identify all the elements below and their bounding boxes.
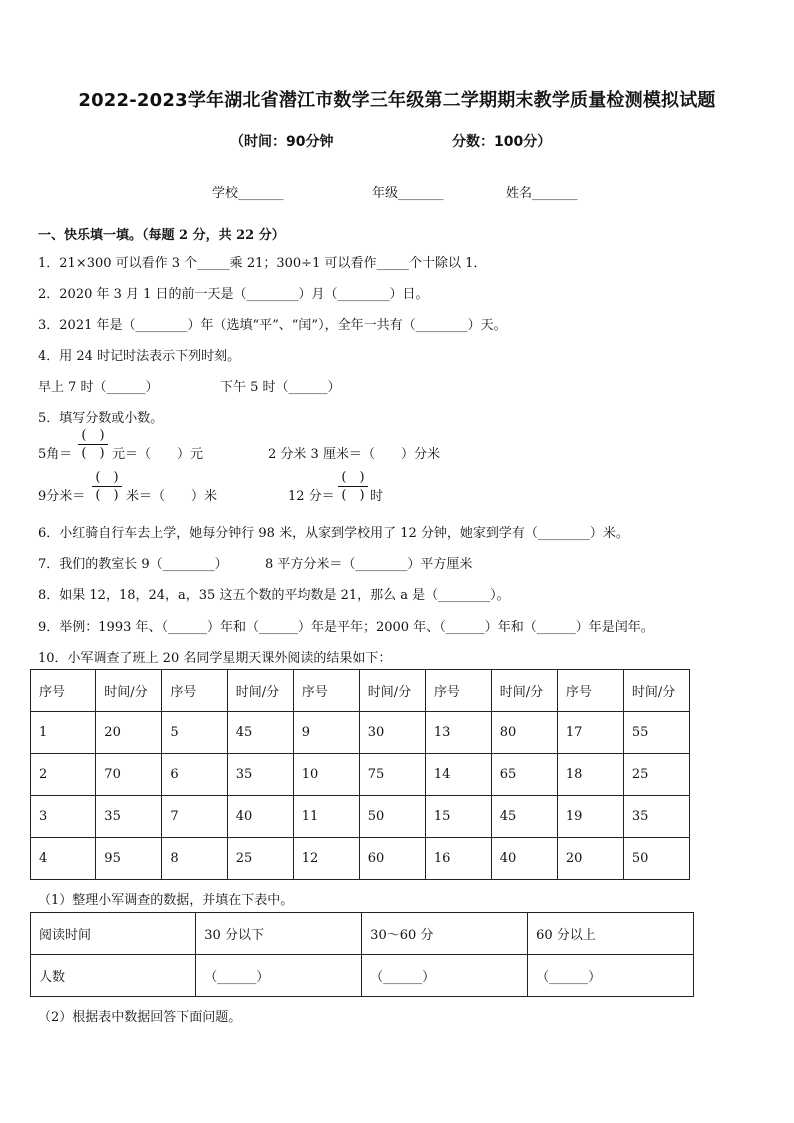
question-7b: 8 平方分米＝（________）平方厘米: [265, 557, 473, 572]
table-row: [31, 712, 690, 754]
summary-table: [30, 912, 694, 997]
q5d-suffix: 时: [370, 489, 384, 504]
question-4: 4．用 24 时记时法表示下列时刻。: [38, 349, 241, 364]
table-cell: 80: [491, 712, 557, 754]
table-cell: 65: [491, 754, 557, 796]
table-cell: 9: [293, 712, 359, 754]
q5d-fraction: [336, 469, 370, 504]
table-cell: 1: [31, 712, 96, 754]
table-header-cell: 序号: [557, 670, 623, 712]
table-row: [31, 955, 694, 997]
table-header-cell: 30～60 分: [362, 913, 528, 955]
table-header-cell: 时间/分: [96, 670, 162, 712]
table-header-row: [31, 670, 690, 712]
table-cell: 18: [557, 754, 623, 796]
q5d-prefix: 12 分＝: [288, 489, 335, 504]
table-cell: （______）: [196, 955, 362, 997]
table-cell: 25: [227, 838, 293, 880]
q5c-prefix: 9分米＝: [38, 489, 86, 504]
table-cell: 35: [227, 754, 293, 796]
q5a-prefix: 5角＝: [38, 447, 73, 462]
q5a-fraction: [76, 427, 110, 462]
table-header-cell: 时间/分: [491, 670, 557, 712]
q5c-fraction: [90, 469, 124, 504]
table-cell: 40: [227, 796, 293, 838]
sub-question-1: （1）整理小军调查的数据，并填在下表中。: [38, 893, 294, 908]
fraction-denominator: ( ): [95, 488, 119, 503]
table-cell: 75: [359, 754, 425, 796]
table-row: [31, 754, 690, 796]
table-cell: 17: [557, 712, 623, 754]
question-1: 1．21×300 可以看作 3 个_____乘 21；300÷1 可以看作_____个十除以 1．: [38, 256, 487, 271]
question-2: 2．2020 年 3 月 1 日的前一天是（________）月（________）日。: [38, 287, 429, 302]
exam-score: 分数：100分）: [452, 134, 552, 150]
question-3: 3．2021 年是（________）年（选填“平”、“闰”），全年一共有（________）天。: [38, 318, 507, 333]
question-4a: 早上 7 时（______）: [38, 380, 159, 395]
table-cell: 25: [623, 754, 689, 796]
table-cell: 45: [491, 796, 557, 838]
table-cell: 13: [425, 712, 491, 754]
table-header-cell: 60 分以上: [528, 913, 694, 955]
table-cell: 55: [623, 712, 689, 754]
q5a-suffix: 元＝（ ）元: [112, 447, 204, 462]
table-cell: 20: [557, 838, 623, 880]
table-cell: 50: [623, 838, 689, 880]
table-header-cell: 序号: [162, 670, 227, 712]
grade-field: 年级_______: [372, 186, 444, 201]
table-header-cell: 时间/分: [227, 670, 293, 712]
table-row: [31, 838, 690, 880]
table-header-cell: 序号: [293, 670, 359, 712]
table-cell: 12: [293, 838, 359, 880]
table-cell: 20: [96, 712, 162, 754]
school-field: 学校_______: [212, 186, 284, 201]
survey-table: [30, 669, 690, 880]
table-cell: 3: [31, 796, 96, 838]
table-cell: 60: [359, 838, 425, 880]
table-cell: 35: [623, 796, 689, 838]
q5b: 2 分米 3 厘米＝（ ）分米: [268, 447, 440, 462]
table-cell: 70: [96, 754, 162, 796]
question-4b: 下午 5 时（______）: [220, 380, 341, 395]
table-cell: 14: [425, 754, 491, 796]
table-cell: 40: [491, 838, 557, 880]
section-heading: 一、快乐填一填。（每题 2 分，共 22 分）: [38, 228, 285, 243]
fraction-numerator: ( ): [95, 470, 119, 485]
question-6: 6．小红骑自行车去上学，她每分钟行 98 米，从家到学校用了 12 分钟，她家到学有（________）米。: [38, 526, 629, 541]
table-cell: 8: [162, 838, 227, 880]
table-cell: 7: [162, 796, 227, 838]
table-header-cell: 时间/分: [623, 670, 689, 712]
table-header-cell: 30 分以下: [196, 913, 362, 955]
fraction-numerator: ( ): [81, 428, 105, 443]
question-5: 5．填写分数或小数。: [38, 411, 164, 426]
table-cell: （______）: [528, 955, 694, 997]
table-cell: 5: [162, 712, 227, 754]
table-header-cell: 序号: [31, 670, 96, 712]
table-cell: 15: [425, 796, 491, 838]
table-cell: 4: [31, 838, 96, 880]
question-8: 8．如果 12，18，24，a，35 这五个数的平均数是 21，那么 a 是（________）。: [38, 588, 510, 603]
table-cell: 10: [293, 754, 359, 796]
table-cell: 16: [425, 838, 491, 880]
question-9: 9．举例：1993 年、（______）年和（______）年是平年；2000 年、（______）年和（______）年是闰年。: [38, 620, 654, 635]
fraction-denominator: ( ): [81, 446, 105, 461]
table-cell: 30: [359, 712, 425, 754]
table-cell: 95: [96, 838, 162, 880]
table-cell: 35: [96, 796, 162, 838]
table-cell: （______）: [362, 955, 528, 997]
table-cell: 19: [557, 796, 623, 838]
table-header-row: [31, 913, 694, 955]
name-field: 姓名_______: [506, 186, 578, 201]
table-row: [31, 796, 690, 838]
table-header-cell: 阅读时间: [31, 913, 196, 955]
exam-title: 2022-2023学年湖北省潜江市数学三年级第二学期期末教学质量检测模拟试题: [78, 90, 716, 111]
sub-question-2: （2）根据表中数据回答下面问题。: [38, 1010, 242, 1025]
q5c-suffix: 米＝（ ）米: [126, 489, 218, 504]
table-header-cell: 时间/分: [359, 670, 425, 712]
table-cell: 11: [293, 796, 359, 838]
exam-time: （时间：90分钟: [230, 134, 334, 150]
table-header-cell: 序号: [425, 670, 491, 712]
question-7a: 7．我们的教室长 9（________）: [38, 557, 228, 572]
fraction-denominator: ( ): [341, 488, 365, 503]
question-10: 10．小军调查了班上 20 名同学星期天课外阅读的结果如下：: [38, 651, 392, 666]
table-cell: 人数: [31, 955, 196, 997]
table-cell: 6: [162, 754, 227, 796]
fraction-numerator: ( ): [341, 470, 365, 485]
table-cell: 2: [31, 754, 96, 796]
table-cell: 45: [227, 712, 293, 754]
table-cell: 50: [359, 796, 425, 838]
